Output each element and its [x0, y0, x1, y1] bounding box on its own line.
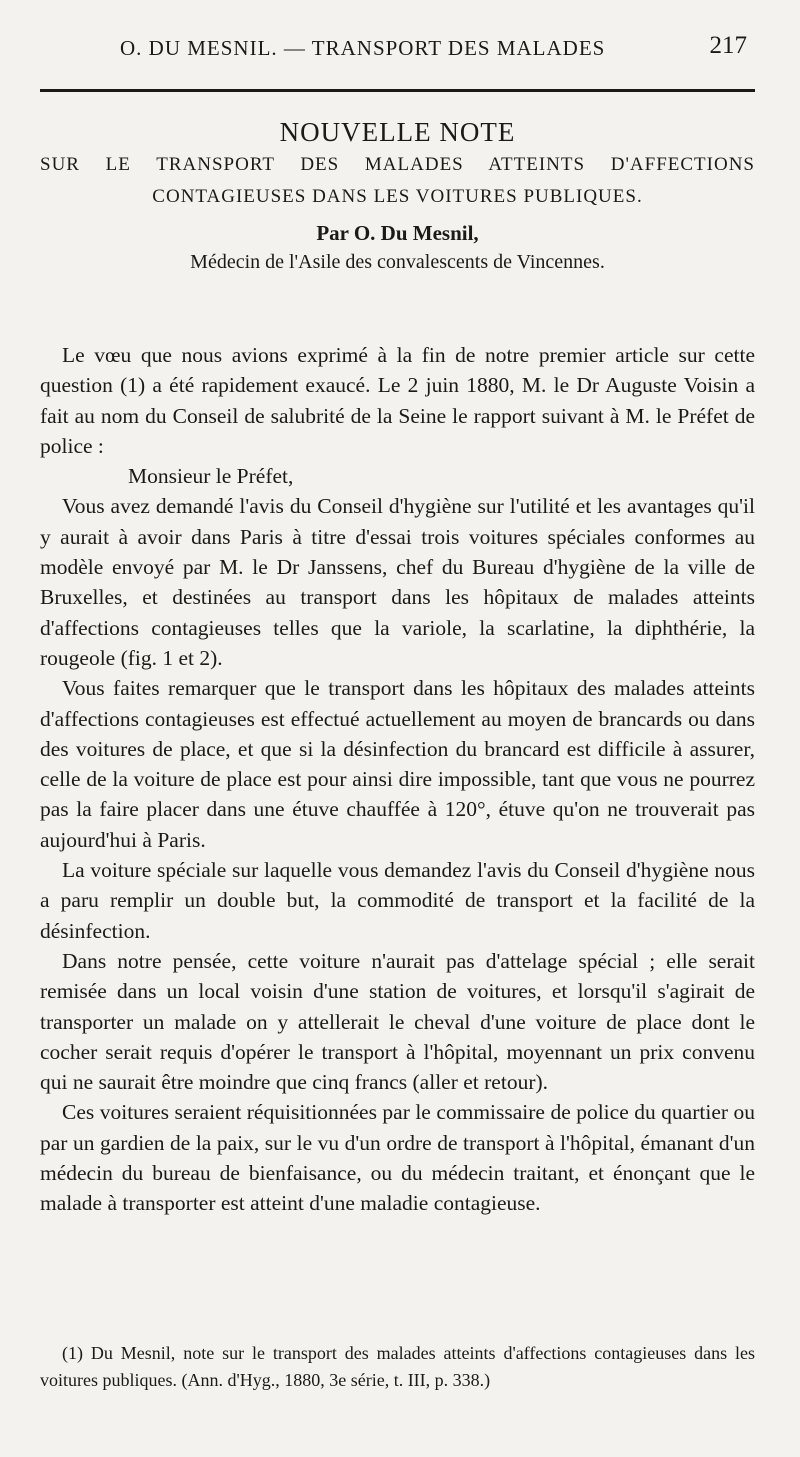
article-title: NOUVELLE NOTE [279, 117, 516, 147]
footnote [40, 1340, 755, 1394]
article-title-block [40, 115, 755, 277]
author-affiliation: Médecin de l'Asile des convalescents de Vincennes. [190, 251, 605, 273]
paragraph-2: Vous avez demandé l'avis du Conseil d'hygiène sur l'utilité et les avantages qu'il y aurait à avoir dans Paris à titre d'essai trois voitures spéciales conformes au modèle envoyé par M. le Dr Janssens, chef du Bureau d'hygiène de la ville de Bruxelles, et destinées au transport dans les hôpitaux de malades atteints d'affections contagieuses telles que la variole, la scarlatine, la diphthérie, la rougeole (fig. 1 et 2). [40, 494, 755, 670]
running-title: O. DU MESNIL. — TRANSPORT DES MALADES [120, 36, 606, 60]
article-body [40, 340, 755, 1219]
salutation: Monsieur le Préfet, [128, 464, 294, 489]
article-subtitle-line2: CONTAGIEUSES DANS LES VOITURES PUBLIQUES. [152, 186, 643, 207]
paragraph-5: Dans notre pensée, cette voiture n'aurait pas d'attelage spécial ; elle serait remisée dans un local voisin d'une station de voitures, et lorsqu'il s'agirait de transporter un malade on y attellerait le cheval d'une voiture de place dont le cocher serait requis d'opérer le transport à l'hôpital, moyennant un prix convenu qui ne saurait être moindre que cinq francs (aller et retour). [40, 948, 755, 1095]
paragraph-6: Ces voitures seraient réquisitionnées par le commissaire de police du quartier ou par un gardien de la paix, sur le vu d'un ordre de transport à l'hôpital, émanant d'un médecin du bureau de bienfaisance, ou du médecin traitant, et énonçant que le malade à transporter est atteint d'une maladie contagieuse. [40, 1100, 755, 1216]
running-head [40, 30, 755, 70]
paragraph-4: La voiture spéciale sur laquelle vous demandez l'avis du Conseil d'hygiène nous a paru remplir un double but, la commodité de transport et la facilité de la désinfection. [40, 858, 755, 943]
paragraph-1: Le vœu que nous avions exprimé à la fin de notre premier article sur cette question (1) a été rapidement exaucé. Le 2 juin 1880, M. le Dr Auguste Voisin a fait au nom du Conseil de salubrité de la Seine le rapport suivant à M. le Préfet de police : [40, 343, 755, 458]
paragraph-3: Vous faites remarquer que le transport dans les hôpitaux des malades atteints d'affections contagieuses est effectué actuellement au moyen de brancards ou dans des voitures de place, et que si la désinfection du brancard est difficile à assurer, celle de la voiture de place est pour ainsi dire impossible, tant que vous ne pourrez pas la faire placer dans une étuve chauffée à 120°, étuve qu'on ne trouverait pas aujourd'hui à Paris. [40, 676, 755, 852]
page-number: 217 [709, 32, 747, 59]
author-byline: Par O. Du Mesnil, [316, 221, 479, 245]
header-rule [40, 89, 755, 92]
footnote-text: (1) Du Mesnil, note sur le transport des malades atteints d'affections contagieuses dans les voitures publiques. (Ann. d'Hyg., 1880, 3e série, t. III, p. 338.) [40, 1343, 755, 1390]
article-subtitle-line1: SUR LE TRANSPORT DES MALADES ATTEINTS D'AFFECTIONS [40, 154, 755, 175]
